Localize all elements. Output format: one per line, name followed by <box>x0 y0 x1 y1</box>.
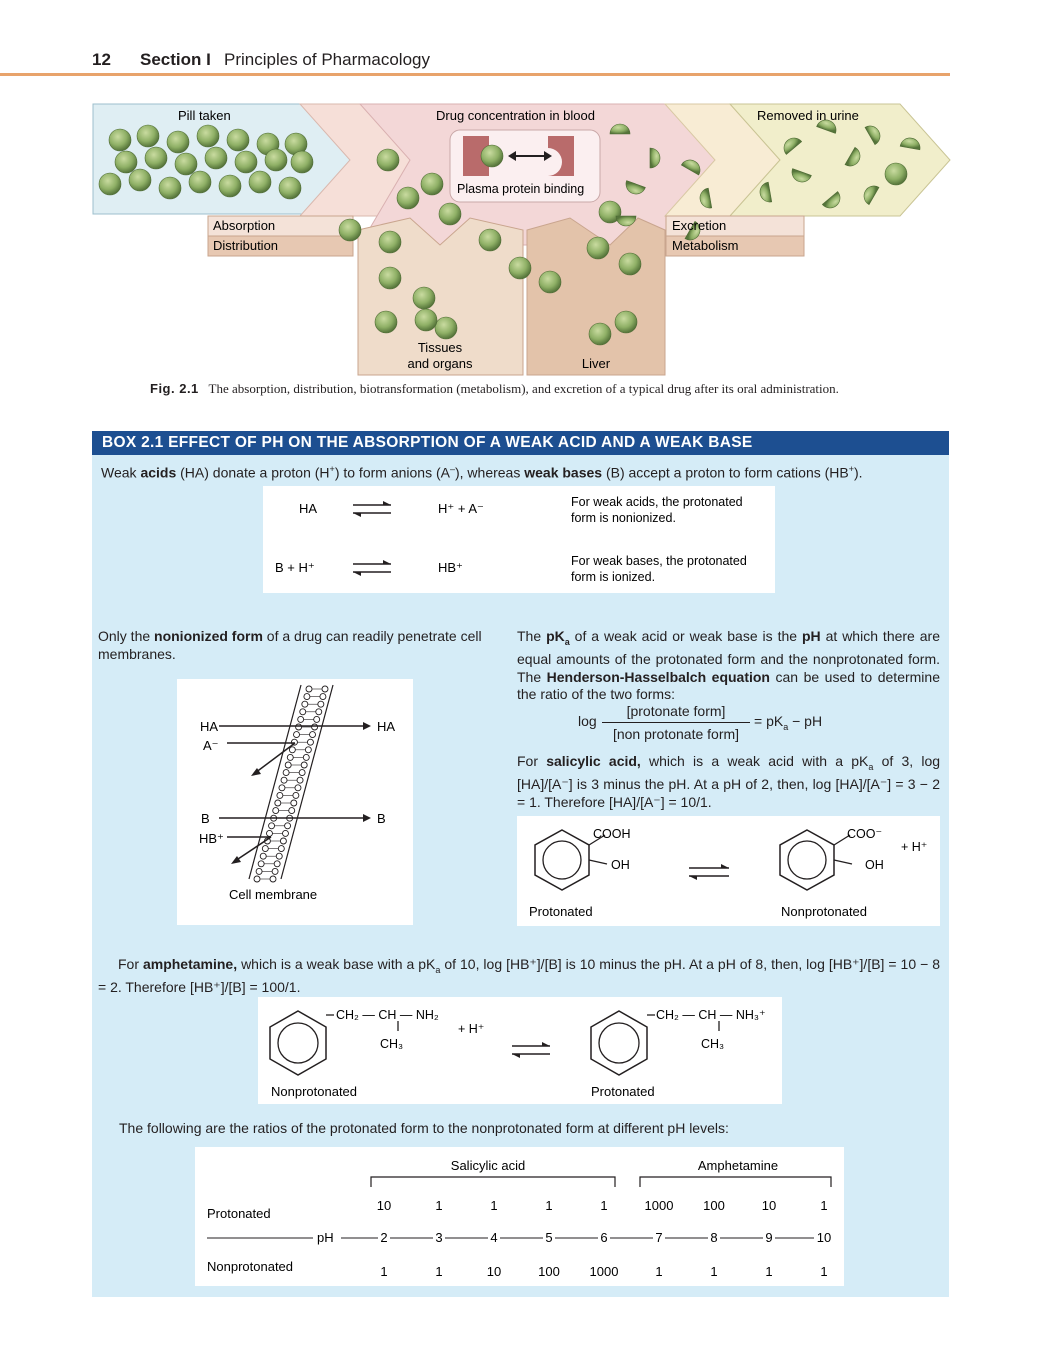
label-removed-urine: Removed in urine <box>757 108 859 123</box>
equilibrium-arrow-amphetamine <box>512 1042 550 1058</box>
lipid-head <box>312 724 318 730</box>
drug-molecule <box>379 231 401 253</box>
drug-molecule <box>109 129 131 151</box>
drug-molecule <box>421 173 443 195</box>
salicylic-bracket <box>371 1177 615 1187</box>
figure-caption: Fig. 2.1 The absorption, distribution, biotransformation (metabolism), and excretion of a typical drug after its oral administration. <box>150 381 839 396</box>
ratio-table-panel <box>195 1147 844 1286</box>
drug-molecule <box>265 149 287 171</box>
nonprotonated-value: 1 <box>380 1264 388 1279</box>
row-protonated-label: Protonated <box>207 1206 271 1221</box>
label-tissues: Tissues <box>417 340 463 355</box>
amph-h-plus: + H⁺ <box>458 1022 485 1036</box>
drug-molecule <box>481 145 503 167</box>
lipid-head <box>291 800 297 806</box>
drug-molecule <box>375 311 397 333</box>
drug-molecule <box>167 131 189 153</box>
drug-molecule <box>339 219 361 241</box>
lipid-head <box>289 808 295 814</box>
drug-molecule <box>509 257 531 279</box>
label-metabolism: Metabolism <box>672 238 739 253</box>
lipid-head <box>258 861 264 867</box>
nonprotonated-value: 1 <box>710 1264 718 1279</box>
protonated-value: 1 <box>600 1198 608 1213</box>
drug-molecule <box>439 203 461 225</box>
eq-rhs: = $pK_a$ − pH <box>754 713 823 732</box>
label-drug-concentration: Drug concentration in blood <box>436 108 595 123</box>
membrane-panel <box>177 679 413 925</box>
drug-molecule <box>205 147 227 169</box>
ph-value: 2 <box>380 1230 388 1245</box>
lipid-head <box>293 792 299 798</box>
eq-denominator: [non protonate form] <box>612 726 740 742</box>
nonprotonated-value: 1 <box>820 1264 828 1279</box>
lipid-head <box>266 830 272 836</box>
lipid-head <box>269 823 275 829</box>
lipid-head <box>276 853 282 859</box>
drug-molecule <box>379 267 401 289</box>
lipid-head <box>287 754 293 760</box>
drug-molecule <box>619 253 641 275</box>
ratio-cells <box>341 1198 831 1279</box>
drug-molecule <box>129 169 151 191</box>
lipid-head <box>300 709 306 715</box>
row-nonprotonated-label: Nonprotonated <box>207 1259 294 1274</box>
lipid-head <box>316 709 322 715</box>
label-distribution: Distribution <box>213 238 279 253</box>
nonprotonated-value: 1 <box>765 1264 773 1279</box>
lipid-head <box>304 694 310 700</box>
label-pill-taken: Pill taken <box>178 108 231 123</box>
lipid-head <box>272 868 278 874</box>
drug-molecule <box>435 317 457 339</box>
ph-value: 7 <box>655 1230 663 1245</box>
amph-chain-right: CH₂ — CH — NH₃⁺ <box>656 1008 766 1022</box>
lipid-head <box>305 747 311 753</box>
lipid-head <box>275 800 281 806</box>
lipid-head <box>281 777 287 783</box>
lipid-head <box>301 762 307 768</box>
section-label: Section I <box>140 50 211 69</box>
lipid-head <box>306 686 312 692</box>
nonionized-text: Only the nonionized form of a drug can readily penetrate cell membranes. <box>98 628 482 662</box>
protonated-value: 10 <box>761 1198 777 1213</box>
ph-value: 6 <box>600 1230 608 1245</box>
membrane-edge <box>281 685 333 879</box>
eq1-left: HA <box>299 501 318 516</box>
membrane-caption: Cell membrane <box>229 887 318 902</box>
eq2-left: B + H⁺ <box>275 560 315 575</box>
salicylic-structures-panel <box>517 816 940 926</box>
drug-molecule <box>219 175 241 197</box>
eq1-note-line2: form is nonionized. <box>571 511 676 525</box>
drug-molecule <box>615 311 637 333</box>
lipid-head <box>314 716 320 722</box>
drug-molecule <box>189 171 211 193</box>
eq2-right: HB⁺ <box>438 560 463 575</box>
eq-numerator: [protonate form] <box>626 703 726 719</box>
amph-ch3-left: CH₃ <box>380 1037 404 1051</box>
box-title: BOX 2.1 EFFECT OF PH ON THE ABSORPTION OF A WEAK ACID AND A WEAK BASE <box>92 431 949 455</box>
lipid-head <box>295 785 301 791</box>
nonprotonated-value: 100 <box>538 1264 560 1279</box>
drug-molecule <box>291 151 313 173</box>
ph-value: 8 <box>710 1230 718 1245</box>
lipid-head <box>274 861 280 867</box>
lipid-head <box>270 876 276 882</box>
eq1-right: H⁺ + A⁻ <box>438 501 484 516</box>
drug-molecule <box>175 153 197 175</box>
drug-pathway-figure <box>90 100 952 378</box>
equilibrium-arrow-1 <box>353 501 391 517</box>
label-plasma-binding: Plasma protein binding <box>457 182 585 196</box>
cooh-label: COOH <box>593 827 631 841</box>
drug-molecule <box>885 163 907 185</box>
ph-value: 4 <box>490 1230 498 1245</box>
lipid-head <box>285 823 291 829</box>
ph-value: 9 <box>765 1230 773 1245</box>
label-excretion: Excretion <box>672 218 727 233</box>
hh-equation <box>578 701 858 747</box>
lipid-head <box>299 770 305 776</box>
lipid-head <box>298 716 304 722</box>
drug-molecule <box>479 229 501 251</box>
drug-molecule <box>415 309 437 331</box>
nonprotonated-value: 1 <box>655 1264 663 1279</box>
drug-molecule <box>235 151 257 173</box>
protonated-value: 100 <box>703 1198 725 1213</box>
lipid-head <box>273 808 279 814</box>
eq2-note-line2: form is ionized. <box>571 570 656 584</box>
lipid-head <box>282 830 288 836</box>
drug-molecule <box>589 323 611 345</box>
equilibria-panel <box>263 486 775 593</box>
membrane-b-left: B <box>201 811 210 826</box>
drug-molecule <box>397 187 419 209</box>
drug-molecule <box>279 177 301 199</box>
amphetamine-text: For amphetamine, which is a weak base with a $pK_a$ of 10, log [HB⁺]/[B] is 10 minus the pH. At a pH of 8, then, log [HB⁺]/[B] = 10 − 8 = 2. Therefore [HB⁺]/[B] = 100/1. <box>98 956 941 996</box>
amph-protonated-label: Protonated <box>591 1084 655 1099</box>
ph-label: pH <box>317 1230 334 1245</box>
drug-molecule <box>249 171 271 193</box>
eq2-note-line1: For weak bases, the protonated <box>571 554 747 568</box>
membrane-ha-right: HA <box>377 719 396 734</box>
header-rule <box>0 73 950 76</box>
lipid-head <box>318 701 324 707</box>
lipid-head <box>289 747 295 753</box>
amph-ch3-right: CH₃ <box>701 1037 725 1051</box>
protonated-value: 1000 <box>644 1198 674 1213</box>
eq-fraction-bar <box>602 722 750 723</box>
benzene-ring-nonprotonated <box>780 830 852 890</box>
equilibrium-arrow-2 <box>353 560 391 576</box>
drug-molecule <box>115 151 137 173</box>
salicylic-protonated-label: Protonated <box>529 904 593 919</box>
membrane-b-right: B <box>377 811 386 826</box>
protonated-value: 1 <box>820 1198 828 1213</box>
drug-molecule <box>137 125 159 147</box>
cell-membrane-illustration <box>249 685 333 882</box>
lipid-head <box>256 868 262 874</box>
amphetamine-bracket <box>640 1177 831 1187</box>
lipid-head <box>277 792 283 798</box>
lipid-head <box>254 876 260 882</box>
protonated-value: 10 <box>376 1198 392 1213</box>
oh-label-1: OH <box>611 858 630 872</box>
lipid-head <box>302 701 308 707</box>
membrane-hb-plus: HB⁺ <box>199 831 224 846</box>
salicylic-text: For salicylic acid, which is a weak acid with a $pK_a$ of 3, log [HA]/[A⁻] is 3 minus the pH. At a pH of 2, then, log [HA]/[A⁻] = 3 − 2 = 1. Therefore [HA]/[A⁻] = 10/1. <box>517 753 941 810</box>
lipid-head <box>285 762 291 768</box>
drug-molecule <box>587 237 609 259</box>
protonated-value: 1 <box>545 1198 553 1213</box>
eq1-note-line1: For weak acids, the protonated <box>571 495 743 509</box>
lipid-head <box>280 838 286 844</box>
group-amphetamine-label: Amphetamine <box>697 1158 779 1173</box>
oh-label-2: OH <box>865 858 884 872</box>
lipid-head <box>283 770 289 776</box>
lipid-head <box>262 846 268 852</box>
lipid-head <box>322 686 328 692</box>
coo-label: COO⁻ <box>847 827 883 841</box>
lipid-head <box>297 777 303 783</box>
page-number: 12 <box>92 50 111 69</box>
drug-molecule <box>145 147 167 169</box>
ratios-intro: The following are the ratios of the protonated form to the nonprotonated form at different pH levels: <box>119 1120 729 1136</box>
lipid-head <box>260 853 266 859</box>
salicylic-nonprotonated-label: Nonprotonated <box>781 904 868 919</box>
drug-molecule <box>377 149 399 171</box>
nonprotonated-value: 10 <box>486 1264 502 1279</box>
protonated-value: 1 <box>435 1198 443 1213</box>
label-liver: Liver <box>581 356 611 371</box>
drug-molecule <box>159 177 181 199</box>
lipid-head <box>310 732 316 738</box>
membrane-a-minus: A⁻ <box>203 738 219 753</box>
lipid-head <box>278 846 284 852</box>
lipid-head <box>279 785 285 791</box>
lipid-head <box>294 732 300 738</box>
equilibrium-arrow-salicylic <box>689 864 729 880</box>
pka-text: The $pK_a$ of a weak acid or weak base is the pH at which there are equal amounts of the protonated form and the nonprotonated form. The Henderson-Hasselbalch equation can be used to determine the ratio of the two forms: <box>517 628 941 703</box>
nonprotonated-value: 1 <box>435 1264 443 1279</box>
amph-chain-left: CH₂ — CH — NH₂ <box>336 1008 439 1022</box>
lipid-head <box>320 694 326 700</box>
ph-value: 5 <box>545 1230 553 1245</box>
drug-molecule <box>539 271 561 293</box>
eq-log: log <box>578 713 597 729</box>
ph-value: 3 <box>435 1230 443 1245</box>
label-and-organs: and organs <box>407 356 473 371</box>
membrane-ha-left: HA <box>200 719 219 734</box>
group-salicylic-label: Salicylic acid <box>450 1158 526 1173</box>
drug-molecule <box>413 287 435 309</box>
drug-molecule <box>227 129 249 151</box>
nonprotonated-value: 1000 <box>589 1264 619 1279</box>
drug-molecule <box>99 173 121 195</box>
ph-value: 10 <box>816 1230 832 1245</box>
lipid-head <box>303 754 309 760</box>
box-intro: Weak acids (HA) donate a proton (H+) to form anions (A–), whereas weak bases (B) accept a proton to form cations (HB+). <box>101 464 863 481</box>
running-title: Principles of Pharmacology <box>224 50 430 69</box>
a-minus-arrow <box>255 743 295 773</box>
membrane-edge <box>249 685 301 879</box>
drug-molecule <box>197 125 219 147</box>
lipid-head <box>296 724 302 730</box>
amph-nonprotonated-label: Nonprotonated <box>271 1084 358 1099</box>
h-plus-label: + H⁺ <box>901 840 928 854</box>
amphetamine-structures-panel <box>258 997 782 1104</box>
label-absorption: Absorption <box>213 218 276 233</box>
protonated-value: 1 <box>490 1198 498 1213</box>
lipid-head <box>307 739 313 745</box>
